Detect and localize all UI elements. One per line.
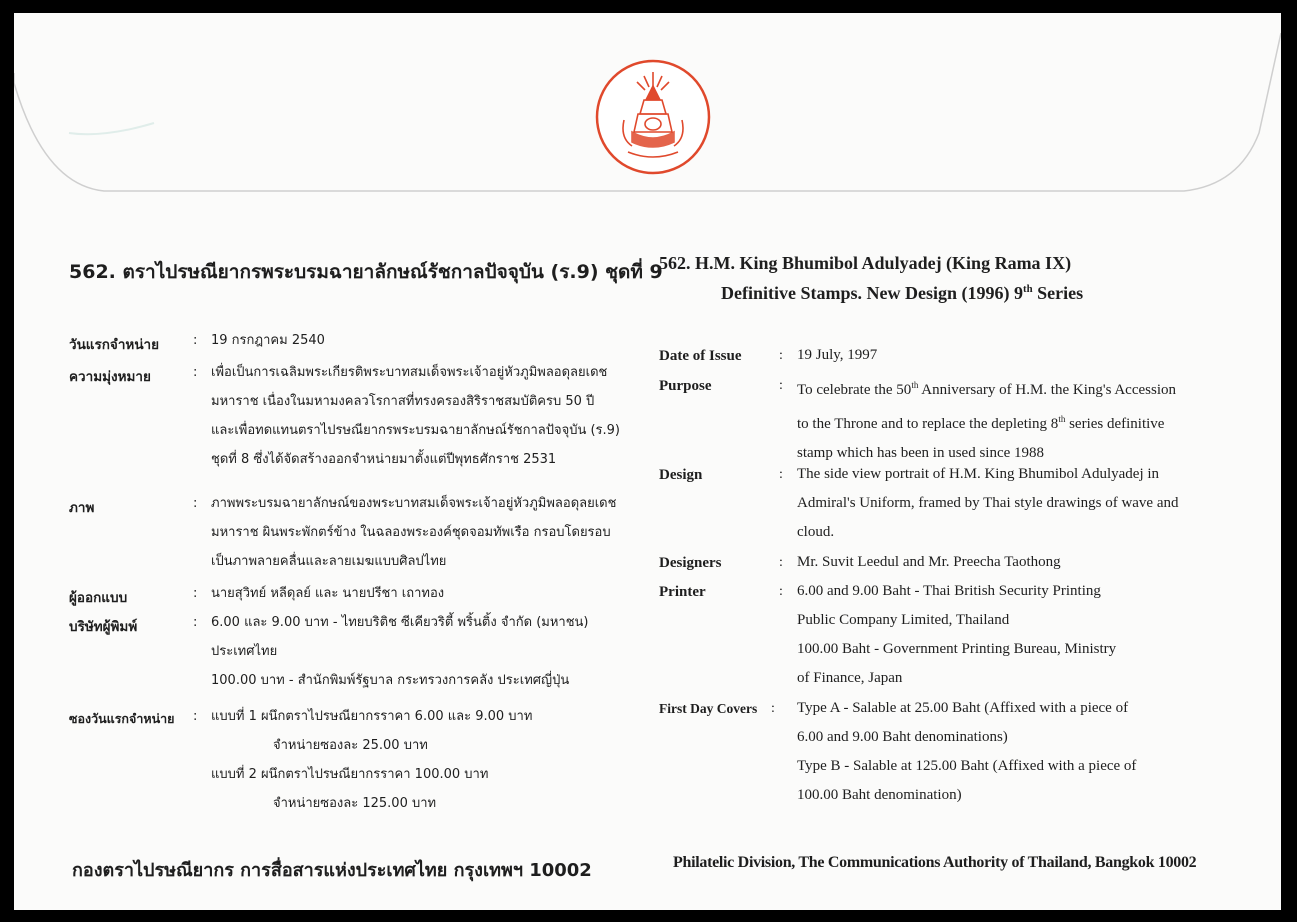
text: To celebrate the 50 — [797, 382, 912, 398]
sup: th — [1058, 414, 1066, 424]
english-date-label: Date of Issue — [659, 348, 742, 364]
text-line: มหาราช ผินพระพักตร์ข้าง ในฉลองพระองค์ชุดจอมทัพเรือ กรอบโดยรอบ — [211, 525, 611, 540]
title-text: Definitive Stamps. New Design (1996) 9 — [721, 283, 1023, 303]
colon: : — [193, 365, 198, 380]
text-line: stamp which has been in used since 1988 — [797, 445, 1045, 461]
envelope — [14, 13, 1281, 910]
english-design-text — [797, 460, 1179, 547]
thai-purpose-text — [211, 358, 620, 474]
text-line: เป็นภาพลายคลื่นและลายเมฆแบบศิลปไทย — [211, 554, 447, 569]
colon: : — [771, 701, 775, 716]
text-line: 100.00 Baht denomination) — [797, 787, 962, 803]
text-line: 6.00 และ 9.00 บาท - ไทยบริติช ซีเคียวริตี้ พริ้นติ้ง จำกัด (มหาชน) — [211, 615, 589, 630]
text-line: ภาพพระบรมฉายาลักษณ์ของพระบาทสมเด็จพระเจ้าอยู่หัวภูมิพลอดุลยเดช — [211, 496, 617, 511]
text: series definitive — [1065, 416, 1165, 432]
text-line — [797, 405, 1176, 439]
colon: : — [779, 555, 783, 570]
colon: : — [193, 709, 198, 724]
english-design-label: Design — [659, 467, 703, 483]
colon: : — [193, 615, 198, 630]
english-footer: Philatelic Division, The Communications Authority of Thailand, Bangkok 10002 — [673, 854, 1197, 871]
colon: : — [779, 584, 783, 599]
text-line: จำหน่ายซองละ 25.00 บาท — [273, 738, 428, 753]
english-printer-text — [797, 577, 1116, 693]
text-line: แบบที่ 1 ผนึกตราไปรษณียากรราคา 6.00 และ 9.00 บาท — [211, 709, 533, 724]
thai-fdc-text — [211, 702, 532, 818]
english-purpose-label: Purpose — [659, 378, 712, 394]
colon: : — [193, 586, 198, 601]
text-line: 6.00 and 9.00 Baht denominations) — [797, 729, 1008, 745]
text-line: 100.00 Baht - Government Printing Bureau, Ministry — [797, 641, 1117, 657]
english-designers-value: Mr. Suvit Leedul and Mr. Preecha Taothong — [797, 554, 1061, 570]
thai-title: 562. ตราไปรษณียากรพระบรมฉายาลักษณ์รัชกาลปัจจุบัน (ร.9) ชุดที่ 9 — [69, 261, 663, 283]
thai-designer-value: นายสุวิทย์ หลีดุลย์ และ นายปรีชา เถาทอง — [211, 586, 445, 601]
thai-designer-label: ผู้ออกแบบ — [69, 590, 128, 606]
text: Anniversary of H.M. the King's Accession — [918, 382, 1176, 398]
colon: : — [193, 496, 198, 511]
text-line: of Finance, Japan — [797, 670, 903, 686]
text-line: cloud. — [797, 524, 835, 540]
english-designers-label: Designers — [659, 555, 722, 571]
text-line: 6.00 and 9.00 Baht - Thai British Security Printing — [797, 583, 1101, 599]
sup: th — [911, 380, 919, 390]
text-line: ชุดที่ 8 ซึ่งได้จัดสร้างออกจำหน่ายมาตั้งแต่ปีพุทธศักราช 2531 — [211, 452, 557, 467]
text-line: 100.00 บาท - สำนักพิมพ์รัฐบาล กระทรวงการคลัง ประเทศญี่ปุ่น — [211, 673, 570, 688]
text-line: มหาราช เนื่องในมหามงคลวโรกาสที่ทรงครองสิริราชสมบัติครบ 50 ปี — [211, 394, 595, 409]
thai-date-value: 19 กรกฎาคม 2540 — [211, 333, 325, 348]
english-fdc-text — [797, 694, 1136, 810]
text-line: The side view portrait of H.M. King Bhumibol Adulyadej in — [797, 466, 1160, 482]
thai-fdc-label: ซองวันแรกจำหน่าย — [69, 711, 175, 726]
english-fdc-label: First Day Covers — [659, 701, 758, 716]
english-date-value: 19 July, 1997 — [797, 347, 878, 363]
text-line: เพื่อเป็นการเฉลิมพระเกียรติพระบาทสมเด็จพระเจ้าอยู่หัวภูมิพลอดุลยเดช — [211, 365, 608, 380]
colon: : — [779, 378, 783, 393]
colon: : — [779, 467, 783, 482]
text: to the Throne and to replace the depleting 8 — [797, 416, 1059, 432]
title-text: Series — [1032, 283, 1084, 303]
text-line: Type B - Salable at 125.00 Baht (Affixed with a piece of — [797, 758, 1137, 774]
title-sup: th — [1022, 283, 1033, 295]
text-line: แบบที่ 2 ผนึกตราไปรษณียากรราคา 100.00 บาท — [211, 767, 489, 782]
thai-printer-text — [211, 608, 589, 695]
english-printer-label: Printer — [659, 584, 706, 600]
text-line: Admiral's Uniform, framed by Thai style drawings of wave and — [797, 495, 1179, 511]
text-line: Type A - Salable at 25.00 Baht (Affixed with a piece of — [797, 700, 1129, 716]
postal-authority-seal-icon — [594, 58, 712, 176]
colon: : — [193, 333, 198, 348]
text-line: ประเทศไทย — [211, 644, 278, 659]
thai-date-label: วันแรกจำหน่าย — [69, 337, 160, 353]
text-line: จำหน่ายซองละ 125.00 บาท — [273, 796, 437, 811]
text-line: Public Company Limited, Thailand — [797, 612, 1010, 628]
thai-purpose-label: ความมุ่งหมาย — [69, 369, 151, 385]
thai-design-label: ภาพ — [69, 500, 95, 516]
english-purpose-text — [797, 371, 1176, 468]
english-title-line1: 562. H.M. King Bhumibol Adulyadej (King Rama IX) — [659, 253, 1072, 273]
english-title-line2 — [721, 283, 1083, 304]
colon: : — [779, 348, 783, 363]
text-line — [797, 371, 1176, 405]
thai-footer: กองตราไปรษณียากร การสื่อสารแห่งประเทศไทย กรุงเทพฯ 10002 — [72, 860, 592, 881]
thai-printer-label: บริษัทผู้พิมพ์ — [69, 619, 138, 635]
thai-design-text — [211, 489, 616, 576]
text-line: และเพื่อทดแทนตราไปรษณียากรพระบรมฉายาลักษณ์รัชกาลปัจจุบัน (ร.9) — [211, 423, 620, 438]
